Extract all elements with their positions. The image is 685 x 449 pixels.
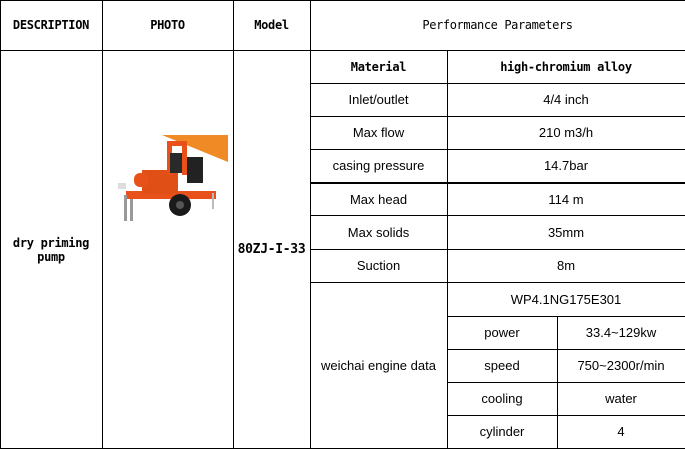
engine-spec-value-cooling: water — [605, 391, 637, 406]
param-label-max-head: Max head — [349, 191, 408, 207]
param-label-max-flow: Max flow — [352, 125, 405, 140]
engine-spec-label-speed: speed — [484, 358, 520, 373]
header-performance: Performance Parameters — [422, 18, 573, 32]
header-photo: PHOTO — [150, 18, 185, 32]
engine-spec-label-cooling: cooling — [481, 391, 523, 406]
grid-line — [102, 0, 103, 449]
param-value-casing-pressure: 14.7bar — [543, 158, 589, 173]
product-model: 80ZJ-I-33 — [237, 242, 306, 257]
param-label-max-solids: Max solids — [347, 224, 410, 240]
engine-spec-label-power: power — [484, 325, 520, 340]
engine-spec-value-power: 33.4~129kw — [585, 325, 657, 340]
param-value-inlet-outlet: 4/4 inch — [543, 92, 589, 107]
engine-spec-value-speed: 750~2300r/min — [577, 358, 665, 373]
grid-line — [0, 0, 1, 449]
header-model: Model — [254, 18, 289, 32]
engine-label: weichai engine data — [321, 358, 436, 373]
engine-spec-value-cylinder: 4 — [617, 424, 625, 439]
engine-model: WP4.1NG175E301 — [510, 291, 622, 307]
param-label-inlet-outlet: Inlet/outlet — [348, 92, 409, 107]
param-value-max-solids: 35mm — [547, 224, 585, 240]
header-description: DESCRIPTION — [12, 18, 90, 32]
param-label-casing-pressure: casing pressure — [332, 158, 425, 173]
param-value-max-flow: 210 m3/h — [538, 125, 594, 140]
param-label-suction: Suction — [356, 258, 401, 273]
param-value-suction: 8m — [556, 258, 576, 273]
param-label-material: Material — [350, 59, 407, 74]
product-description: dry priming pump — [12, 235, 90, 264]
param-value-max-head: 114 m — [548, 191, 584, 207]
param-value-material: high-chromium alloy — [500, 59, 632, 74]
engine-spec-label-cylinder: cylinder — [479, 424, 525, 439]
pump-photo — [112, 135, 228, 240]
